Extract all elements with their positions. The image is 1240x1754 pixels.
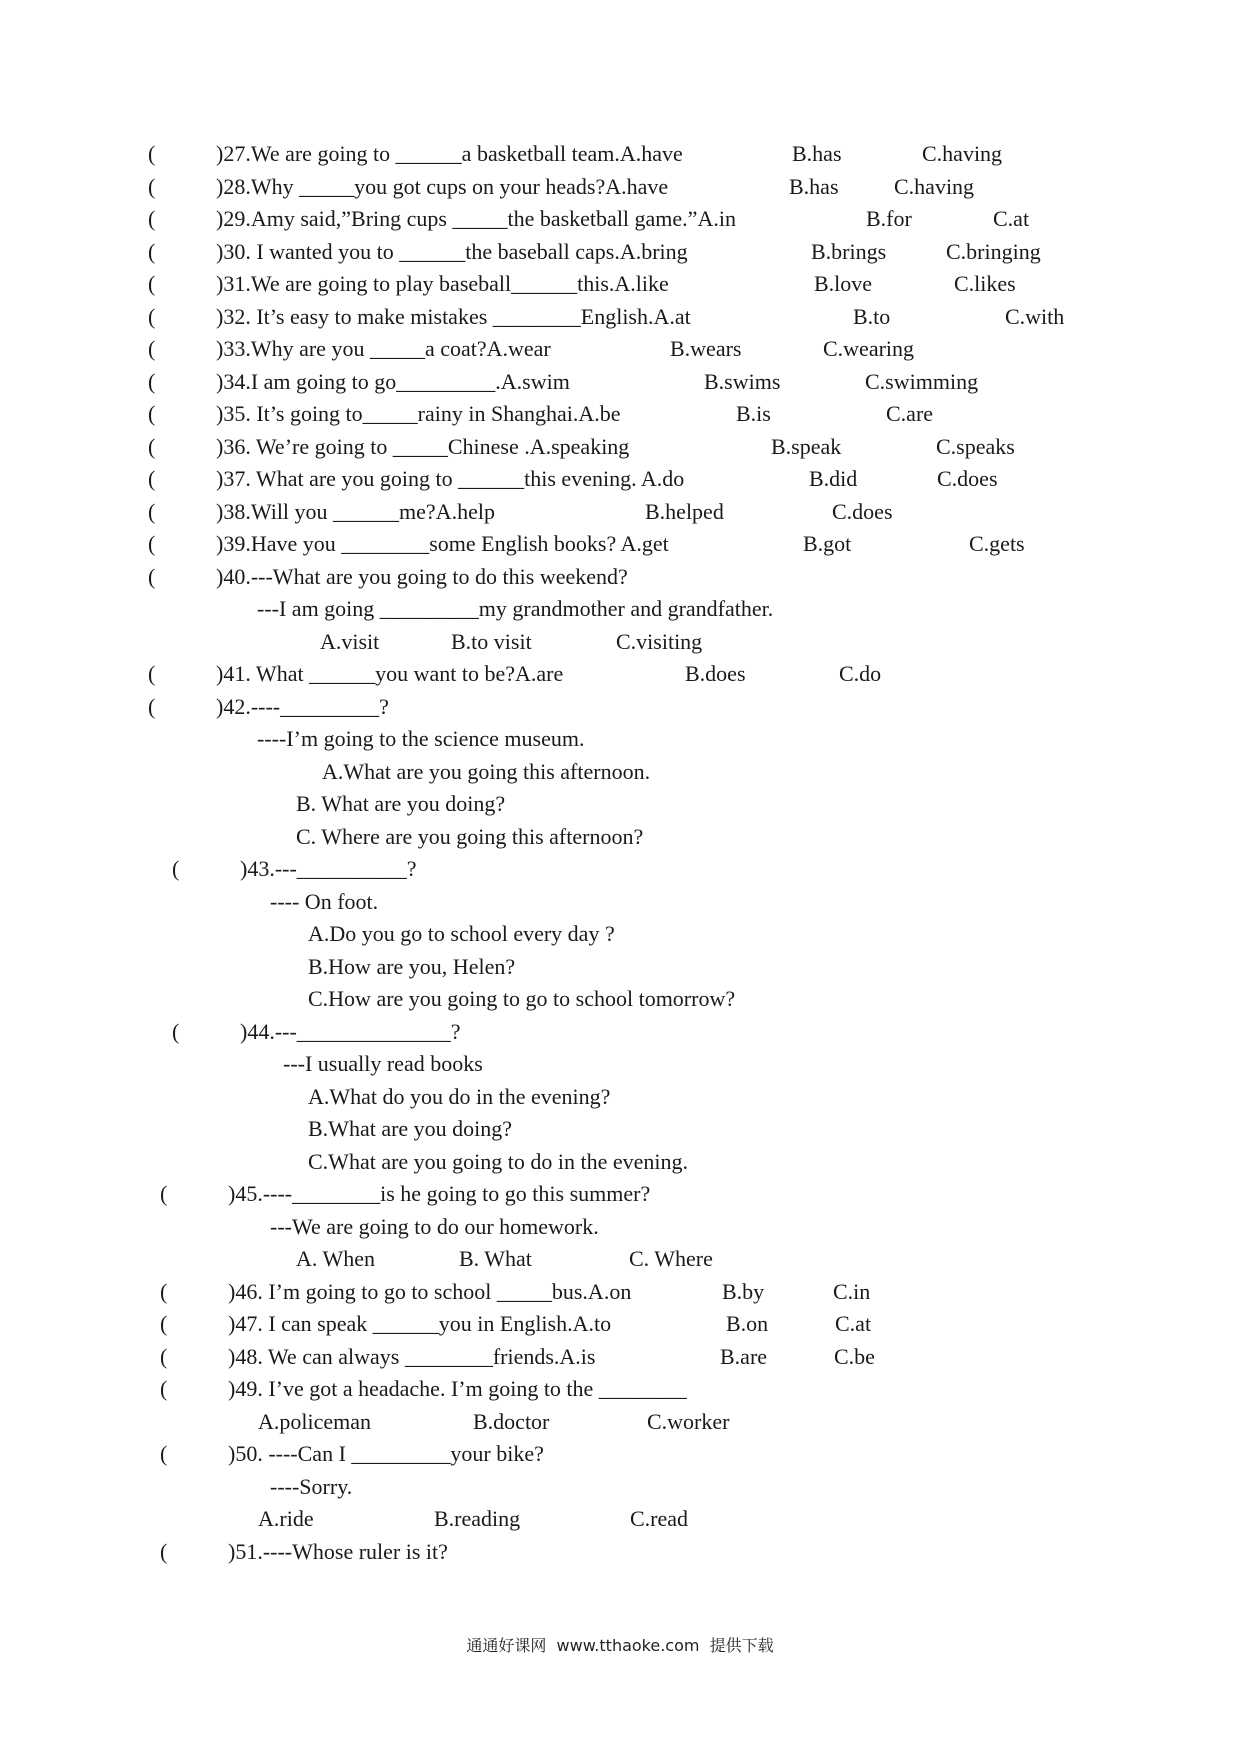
option-b: B.for	[866, 206, 912, 231]
answer-paren: (	[160, 1311, 168, 1336]
option-b: B.are	[720, 1344, 768, 1369]
answer-paren: (	[148, 369, 156, 394]
question-text: )29.Amy said,”Bring cups _____the basketball game.”A.in	[216, 206, 736, 231]
question-text: A.What are you going this afternoon.	[322, 759, 651, 784]
option-c: C.gets	[969, 531, 1025, 556]
option-c: C.read	[630, 1506, 689, 1531]
option-c: C.does	[937, 466, 998, 491]
option-c: C.worker	[647, 1409, 730, 1434]
answer-paren: (	[148, 336, 156, 361]
answer-paren: (	[148, 239, 156, 264]
option-b: B.did	[809, 466, 858, 491]
question-text: )35. It’s going to_____rainy in Shanghai.A.be	[216, 401, 621, 426]
option-b: B.brings	[811, 239, 887, 264]
question-text: A. When	[296, 1246, 376, 1271]
question-text: )42.----_________?	[216, 694, 389, 719]
question-text: A.policeman	[258, 1409, 372, 1434]
question-text: )39.Have you ________some English books? A.get	[216, 531, 669, 556]
question-text: )27.We are going to ______a basketball team.A.have	[216, 141, 683, 166]
answer-paren: (	[148, 499, 156, 524]
option-b: B. What	[459, 1246, 532, 1271]
question-text: )37. What are you going to ______this evening. A.do	[216, 466, 685, 491]
option-b: B.on	[726, 1311, 769, 1336]
option-c: C.are	[886, 401, 934, 426]
question-text: B. What are you doing?	[296, 791, 506, 816]
question-text: )41. What ______you want to be?A.are	[216, 661, 564, 686]
question-text: C. Where are you going this afternoon?	[296, 824, 644, 849]
option-c: C.speaks	[936, 434, 1015, 459]
footer-source: 通通好课网 www.tthaoke.com 提供下载	[466, 1636, 774, 1655]
question-text: )30. I wanted you to ______the baseball caps.A.bring	[216, 239, 688, 264]
answer-paren: (	[148, 401, 156, 426]
question-text: ---I usually read books	[283, 1051, 483, 1076]
option-b: B.has	[789, 174, 839, 199]
answer-paren: (	[160, 1376, 168, 1401]
question-text: )31.We are going to play baseball______this.A.like	[216, 271, 669, 296]
option-b: B.by	[722, 1279, 765, 1304]
answer-paren: (	[172, 1019, 180, 1044]
option-c: C.with	[1005, 304, 1065, 329]
option-c: C. Where	[629, 1246, 713, 1271]
question-text: )32. It’s easy to make mistakes ________English.A.at	[216, 304, 691, 329]
option-b: B.reading	[434, 1506, 521, 1531]
question-text: )48. We can always ________friends.A.is	[228, 1344, 596, 1369]
option-b: B.has	[792, 141, 842, 166]
answer-paren: (	[160, 1441, 168, 1466]
option-c: C.at	[993, 206, 1030, 231]
question-text: C.How are you going to go to school tomorrow?	[308, 986, 736, 1011]
answer-paren: (	[148, 271, 156, 296]
option-b: B.to visit	[451, 629, 532, 654]
question-text: ---- On foot.	[270, 889, 379, 914]
question-text: )51.----Whose ruler is it?	[228, 1539, 448, 1564]
option-b: B.swims	[704, 369, 781, 394]
question-text: )50. ----Can I _________your bike?	[228, 1441, 544, 1466]
answer-paren: (	[148, 206, 156, 231]
option-c: C.does	[832, 499, 893, 524]
option-c: C.in	[833, 1279, 871, 1304]
answer-paren: (	[148, 434, 156, 459]
option-b: B.to	[853, 304, 891, 329]
option-b: B.got	[803, 531, 852, 556]
option-b: B.doctor	[473, 1409, 550, 1434]
option-c: C.swimming	[865, 369, 979, 394]
option-c: C.visiting	[616, 629, 703, 654]
option-c: C.having	[922, 141, 1003, 166]
question-text: ---We are going to do our homework.	[270, 1214, 599, 1239]
answer-paren: (	[160, 1279, 168, 1304]
question-text: B.What are you doing?	[308, 1116, 513, 1141]
answer-paren: (	[148, 694, 156, 719]
question-text: ----I’m going to the science museum.	[257, 726, 585, 751]
question-text: )46. I’m going to go to school _____bus.A.on	[228, 1279, 632, 1304]
answer-paren: (	[148, 141, 156, 166]
answer-paren: (	[160, 1181, 168, 1206]
option-b: B.love	[814, 271, 873, 296]
option-b: B.is	[736, 401, 771, 426]
question-text: )47. I can speak ______you in English.A.to	[228, 1311, 612, 1336]
question-text: )45.----________is he going to go this summer?	[228, 1181, 651, 1206]
question-text: )44.---______________?	[240, 1019, 461, 1044]
option-b: B.wears	[670, 336, 742, 361]
option-b: B.does	[685, 661, 746, 686]
answer-paren: (	[148, 661, 156, 686]
answer-paren: (	[160, 1539, 168, 1564]
question-text: )28.Why _____you got cups on your heads?A.have	[216, 174, 669, 199]
answer-paren: (	[148, 466, 156, 491]
question-text: A.visit	[320, 629, 380, 654]
answer-paren: (	[148, 564, 156, 589]
option-c: C.wearing	[823, 336, 915, 361]
option-c: C.do	[839, 661, 882, 686]
question-text: )34.I am going to go_________.A.swim	[216, 369, 570, 394]
question-text: A.What do you do in the evening?	[308, 1084, 611, 1109]
question-text: )36. We’re going to _____Chinese .A.speaking	[216, 434, 630, 459]
option-c: C.likes	[954, 271, 1016, 296]
question-text: )38.Will you ______me?A.help	[216, 499, 495, 524]
question-text: B.How are you, Helen?	[308, 954, 516, 979]
question-text: )40.---What are you going to do this weekend?	[216, 564, 628, 589]
question-text: C.What are you going to do in the evening.	[308, 1149, 689, 1174]
answer-paren: (	[160, 1344, 168, 1369]
question-text: )49. I’ve got a headache. I’m going to the ________	[228, 1376, 687, 1401]
question-text: ----Sorry.	[270, 1474, 353, 1499]
question-text: A.ride	[258, 1506, 314, 1531]
option-c: C.at	[835, 1311, 872, 1336]
question-text: A.Do you go to school every day ?	[308, 921, 615, 946]
option-c: C.bringing	[946, 239, 1041, 264]
question-text: ---I am going _________my grandmother and grandfather.	[257, 596, 774, 621]
question-text: )43.---__________?	[240, 856, 417, 881]
question-text: )33.Why are you _____a coat?A.wear	[216, 336, 551, 361]
answer-paren: (	[148, 174, 156, 199]
option-b: B.speak	[771, 434, 842, 459]
answer-paren: (	[148, 531, 156, 556]
answer-paren: (	[148, 304, 156, 329]
answer-paren: (	[172, 856, 180, 881]
option-b: B.helped	[645, 499, 724, 524]
option-c: C.having	[894, 174, 975, 199]
option-c: C.be	[834, 1344, 875, 1369]
